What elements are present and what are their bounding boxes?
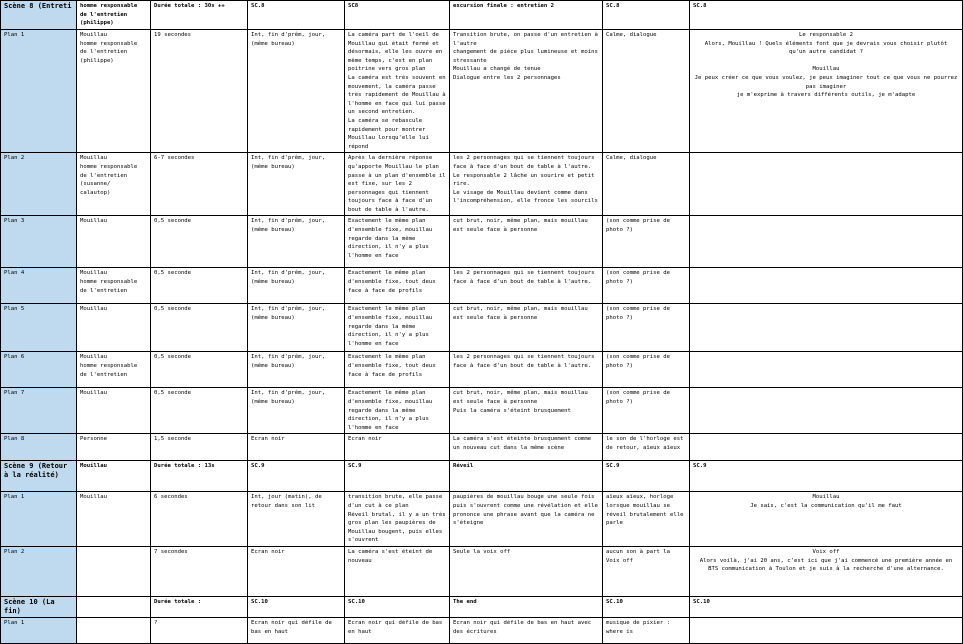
cell-action[interactable]: cut brut, noir, même plan, mais mouillau est seule face à personne (450, 216, 603, 268)
cell-characters[interactable] (77, 618, 151, 644)
cell-duration[interactable]: Durée totale : 30s ++ (151, 1, 248, 30)
cell-camera[interactable]: Exactement le même plan d'ensemble fixe, mouillau regarde dans la même direction, il n'y a plus l'homme en face (345, 304, 450, 352)
cell-sound[interactable]: Calme, dialogue (603, 153, 690, 216)
cell-duration[interactable]: 0,5 seconde (151, 216, 248, 268)
cell-camera[interactable]: SC.9 (345, 461, 450, 492)
cell-characters[interactable]: Mouillau homme responsable de l'entretien (77, 352, 151, 388)
cell-dialogue[interactable]: SC.8 (690, 1, 963, 30)
cell-action[interactable]: excursion finale : entretien 2 (450, 1, 603, 30)
table-row (1, 153, 963, 216)
cell-characters[interactable]: Mouillau (77, 304, 151, 352)
cell-action[interactable]: La caméra s'est éteinte brusquement comme un nouveau cut dans la même scène (450, 434, 603, 461)
cell-camera[interactable]: Ecran noir (345, 434, 450, 461)
cell-plan-label[interactable]: Plan 6 (1, 352, 77, 388)
cell-characters[interactable]: Mouillau (77, 492, 151, 547)
cell-sound[interactable]: aïeux aïeux, horloge lorsque mouillau se réveil brutalement elle parle (603, 492, 690, 547)
cell-action[interactable]: Seule la voix off (450, 547, 603, 597)
cell-duration[interactable]: 0,5 seconde (151, 304, 248, 352)
cell-setting[interactable]: Ecran noir qui défile de bas en haut (248, 618, 345, 644)
cell-sound[interactable]: (son comme prise de photo ?) (603, 216, 690, 268)
cell-characters[interactable]: Mouillau homme responsable de l'entretien (philippe) (77, 30, 151, 153)
scene-header-row (1, 461, 963, 492)
cell-duration[interactable]: Durée totale : 13s (151, 461, 248, 492)
cell-setting[interactable]: Int, fin d'prêm, jour, (même bureau) (248, 153, 345, 216)
cell-duration[interactable]: 1,5 seconde (151, 434, 248, 461)
cell-characters[interactable]: Mouillau (77, 388, 151, 434)
table-row (1, 304, 963, 352)
scene-header-row (1, 597, 963, 618)
cell-duration[interactable]: 7 secondes (151, 547, 248, 597)
cell-characters[interactable]: Mouillau (77, 216, 151, 268)
table-row (1, 216, 963, 268)
cell-sound[interactable]: SC.9 (603, 461, 690, 492)
cell-duration[interactable]: 6 secondes (151, 492, 248, 547)
cell-camera[interactable]: La caméra s'est éteint de nouveau (345, 547, 450, 597)
cell-setting[interactable]: SC.10 (248, 597, 345, 618)
cell-sound[interactable]: (son comme prise de photo ?) (603, 304, 690, 352)
cell-plan-label[interactable]: Plan 7 (1, 388, 77, 434)
cell-sound[interactable]: musique de pixier : where is (603, 618, 690, 644)
cell-characters[interactable]: Mouillau homme responsable de l'entretien (susanne/ calautop) (77, 153, 151, 216)
cell-duration[interactable]: 0,5 seconde (151, 268, 248, 304)
cell-plan-label[interactable]: Scène 9 (Retour à la réalité) (1, 461, 77, 492)
table-row (1, 268, 963, 304)
cell-action[interactable]: les 2 personnages qui se tiennent toujours face à face d'un bout de table à l'autre. (450, 352, 603, 388)
cell-duration[interactable]: 0,5 seconde (151, 352, 248, 388)
cell-action[interactable]: cut brut, noir, même plan, mais mouillau est seule face à personne Puis la caméra s'éteint brusquement (450, 388, 603, 434)
cell-setting[interactable]: Ecran noir (248, 547, 345, 597)
cell-plan-label[interactable]: Plan 1 (1, 30, 77, 153)
cell-plan-label[interactable]: Plan 4 (1, 268, 77, 304)
table-row (1, 352, 963, 388)
cell-duration[interactable]: 6-7 secondes (151, 153, 248, 216)
table-row (1, 388, 963, 434)
cell-camera[interactable]: Exactement le même plan d'ensemble fixe, mouillau regarde dans la même direction, il n'y a plus l'homme en face (345, 216, 450, 268)
cell-dialogue[interactable] (690, 268, 963, 304)
cell-plan-label[interactable]: Plan 1 (1, 618, 77, 644)
cell-setting[interactable]: SC.9 (248, 461, 345, 492)
cell-action[interactable]: Transition brute, on passe d'un entretien à l'autre changement de pièce plus lumineuse et moins stressante Mouillau a changé de tenue Dialogue entre les 2 personnages (450, 30, 603, 153)
cell-setting[interactable]: Ecran noir (248, 434, 345, 461)
cell-camera[interactable]: Ecran noir qui défile de bas en haut (345, 618, 450, 644)
table-row (1, 547, 963, 597)
cell-sound[interactable]: (son comme prise de photo ?) (603, 352, 690, 388)
cell-sound[interactable]: le son de l'horloge est de retour, aïeux aïeux (603, 434, 690, 461)
cell-camera[interactable]: La caméra part de l'oeil de Mouillau qui était fermé et désormais, elle les ouvre en même temps, c'est en plan poitrine vers gros plan La caméra est très souvent en mouvement, la caméra passe très rapidement de Mouillau à l'homme en face qui lui passe un second entretien. La caméra se rebascule rapidement pour montrer Mouillau lorsqu'elle lui répond (345, 30, 450, 153)
table-row (1, 492, 963, 547)
cell-plan-label[interactable]: Plan 1 (1, 492, 77, 547)
cell-plan-label[interactable]: Plan 3 (1, 216, 77, 268)
cell-characters[interactable]: Mouillau (77, 461, 151, 492)
cell-setting[interactable]: Int, jour (matin), de retour dans son lit (248, 492, 345, 547)
cell-action[interactable]: les 2 personnages qui se tiennent toujours face à face d'un bout de table à l'autre. (450, 268, 603, 304)
cell-camera[interactable]: Après la dernière réponse qu'apporte Mouillau le plan passe à un plan d'ensemble il est fixe, sur les 2 personnages qui tiennent toujours face à face d'un bout de table à l'autre. (345, 153, 450, 216)
cell-characters[interactable]: homme responsable de l'entretien (philippe) (77, 1, 151, 30)
cell-characters[interactable] (77, 597, 151, 618)
cell-setting[interactable]: Int, fin d'prêm, jour, (même bureau) (248, 30, 345, 153)
cell-setting[interactable]: Int, fin d'prêm, jour, (même bureau) (248, 268, 345, 304)
cell-dialogue[interactable]: SC.10 (690, 597, 963, 618)
scene-header-row (1, 1, 963, 30)
cell-duration[interactable]: ? (151, 618, 248, 644)
cell-action[interactable]: les 2 personnages qui se tiennent toujours face à face d'un bout de table à l'autre. Le responsable 2 lâche un sourire et petit rire. Le visage de Mouillau devient comme dans l'incompréhension, elle fronce les sourcils (450, 153, 603, 216)
cell-plan-label[interactable]: Scène 10 (La fin) (1, 597, 77, 618)
cell-dialogue[interactable] (690, 434, 963, 461)
cell-characters[interactable]: Personne (77, 434, 151, 461)
table-row (1, 434, 963, 461)
cell-action[interactable]: The end (450, 597, 603, 618)
table-row (1, 30, 963, 153)
cell-sound[interactable]: (son comme prise de photo ?) (603, 268, 690, 304)
cell-camera[interactable]: Exactement le même plan d'ensemble fixe, tout deux face à face de profils (345, 268, 450, 304)
cell-dialogue[interactable] (690, 304, 963, 352)
cell-dialogue[interactable] (690, 153, 963, 216)
cell-dialogue[interactable]: Voix off Alors voilà, j'ai 20 ans, c'est ici que j'ai commencé une première année en BTS communication à Toulon et je suis à la recherche d'une alternance. (690, 547, 963, 597)
cell-characters[interactable]: Mouillau homme responsable de l'entretien (77, 268, 151, 304)
cell-plan-label[interactable]: Scène 8 (Entreti (1, 1, 77, 30)
cell-plan-label[interactable]: Plan 2 (1, 153, 77, 216)
cell-plan-label[interactable]: Plan 8 (1, 434, 77, 461)
cell-setting[interactable]: Int, fin d'prêm, jour, (même bureau) (248, 304, 345, 352)
cell-duration[interactable]: 0,5 seconde (151, 388, 248, 434)
cell-plan-label[interactable]: Plan 5 (1, 304, 77, 352)
cell-action[interactable]: Réveil (450, 461, 603, 492)
cell-camera[interactable]: SC.10 (345, 597, 450, 618)
cell-setting[interactable]: Int, fin d'prêm, jour, (même bureau) (248, 388, 345, 434)
cell-action[interactable]: paupières de mouillau bouge une seule fois puis s'ouvrent comme une révélation et elle prononce une phrase avant que la caméra ne s'éteigne (450, 492, 603, 547)
cell-plan-label[interactable]: Plan 2 (1, 547, 77, 597)
cell-camera[interactable]: SC8 (345, 1, 450, 30)
cell-sound[interactable]: aucun son à part la Voix off (603, 547, 690, 597)
cell-camera[interactable]: Exactement le même plan d'ensemble fixe, tout deux face à face de profils (345, 352, 450, 388)
cell-dialogue[interactable]: Mouillau Je sais, c'est la communication qu'il me faut (690, 492, 963, 547)
table-row (1, 618, 963, 644)
cell-dialogue[interactable]: Le responsable 2 Alors, Mouillau ! Quels éléments font que je devrais vous choisir plutôt qu'un autre candidat ? Mouillau Je peux créer ce que vous voulez, je peux imaginer tout ce que vous ne pourrez pas imaginer je m'exprime à travers différents outils, je m'adapte (690, 30, 963, 153)
cell-setting[interactable]: Int, fin d'prêm, jour, (même bureau) (248, 216, 345, 268)
cell-duration[interactable]: 19 secondes (151, 30, 248, 153)
cell-camera[interactable]: Exactement le même plan d'ensemble fixe, mouillau regarde dans la même direction, il n'y a plus l'homme en face (345, 388, 450, 434)
cell-action[interactable]: Ecran noir qui défile de bas en haut avec des écritures (450, 618, 603, 644)
cell-dialogue[interactable]: SC.9 (690, 461, 963, 492)
cell-dialogue[interactable] (690, 388, 963, 434)
cell-action[interactable]: cut brut, noir, même plan, mais mouillau est seule face à personne (450, 304, 603, 352)
cell-sound[interactable]: SC.10 (603, 597, 690, 618)
cell-camera[interactable]: transition brute, elle passe d'un cut à ce plan Réveil brutal, il y a un très gros plan les paupières de Mouillau bougent, puis elles s'ouvrent (345, 492, 450, 547)
cell-dialogue[interactable] (690, 352, 963, 388)
cell-dialogue[interactable] (690, 216, 963, 268)
cell-duration[interactable]: Durée totale : (151, 597, 248, 618)
cell-dialogue[interactable] (690, 618, 963, 644)
cell-sound[interactable]: (son comme prise de photo ?) (603, 388, 690, 434)
cell-sound[interactable]: Calme, dialogue (603, 30, 690, 153)
cell-sound[interactable]: SC.8 (603, 1, 690, 30)
cell-setting[interactable]: Int, fin d'prêm, jour, (même bureau) (248, 352, 345, 388)
cell-setting[interactable]: SC.8 (248, 1, 345, 30)
cell-characters[interactable] (77, 547, 151, 597)
